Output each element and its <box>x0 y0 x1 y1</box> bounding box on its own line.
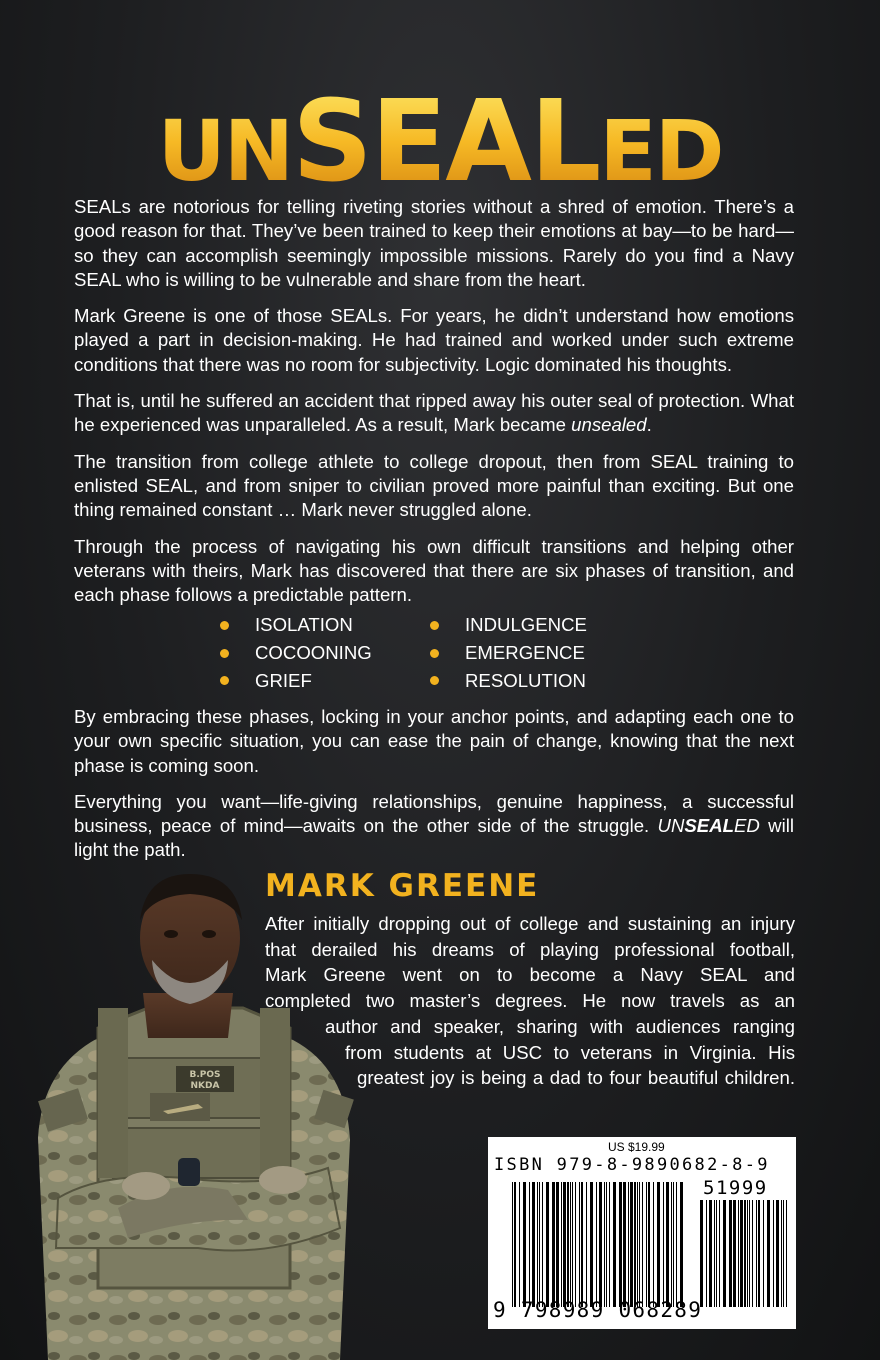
phase-item <box>220 641 430 665</box>
barcode-bar <box>786 1200 787 1307</box>
barcode-bar <box>639 1182 640 1307</box>
title-part-seal: SEAL <box>292 77 600 207</box>
barcode-bar <box>671 1182 672 1307</box>
barcode-bar <box>663 1182 664 1307</box>
blurb-paragraph-4: The transition from college athlete to college dropout, then from SEAL training to enlisted SEAL, and from sniper to civilian proved more painful than exciting. But one thing remained constant … Mark never struggled alone. <box>74 450 794 521</box>
barcode-bar <box>519 1182 520 1307</box>
barcode-bar <box>581 1182 583 1307</box>
barcode-bar <box>575 1182 576 1307</box>
bullet-dot-icon <box>430 621 439 630</box>
barcode-bar <box>767 1200 770 1307</box>
bullet-dot-icon <box>220 621 229 630</box>
barcode-bar <box>532 1182 535 1307</box>
barcode-bar <box>628 1182 629 1307</box>
barcode-bar <box>657 1182 660 1307</box>
barcode-bar <box>738 1200 739 1307</box>
blurb-paragraph-2: Mark Greene is one of those SEALs. For years, he didn’t understand how emotions played a part in decision-making. He had trained and worked under such extreme conditions that there was no room for subjectivity. Logic dominated his thoughts. <box>74 305 794 375</box>
bio-line: author and speaker, sharing with audiences ranging <box>325 1015 795 1037</box>
barcode-bar <box>599 1182 602 1307</box>
barcode-bar <box>776 1200 779 1307</box>
blurb-paragraph-6: By embracing these phases, locking in your anchor points, and adapting each one to your own specific situation, you can ease the pain of change, knowing that the next phase is coming soon. <box>74 705 794 776</box>
bio-line: from students at USC to veterans in Virginia. His <box>345 1041 795 1063</box>
barcode-bar <box>723 1200 726 1307</box>
barcode-bar <box>539 1182 540 1307</box>
addon-code: 51999 <box>703 1177 768 1199</box>
phase-item <box>220 669 430 693</box>
blurb-paragraph-7 <box>74 790 794 863</box>
barcode-bar <box>613 1182 616 1307</box>
barcode-bar <box>529 1182 530 1307</box>
closing-title-un: UN <box>657 815 685 837</box>
patch-text-1: B.POS <box>189 1070 221 1080</box>
phase-item <box>430 669 630 693</box>
barcode-bar <box>514 1182 516 1307</box>
phase-list <box>220 613 794 692</box>
isbn-label: ISBN 979-8-9890682-8-9 <box>494 1155 770 1175</box>
phase-label: RESOLUTION <box>465 669 586 691</box>
barcode-bar <box>756 1200 757 1307</box>
closing-title-seal: SEAL <box>684 815 734 837</box>
para3-end: . <box>646 414 652 436</box>
barcode-bar <box>556 1182 559 1307</box>
closing-title-ed: ED <box>734 815 760 837</box>
barcode-bar <box>749 1200 750 1307</box>
bio-line: completed two master’s degrees. He now travels as an <box>265 990 795 1012</box>
barcode-bar <box>542 1182 543 1307</box>
barcode-bar <box>752 1200 753 1307</box>
barcode-bar <box>561 1182 562 1307</box>
barcode-bar <box>512 1182 513 1307</box>
barcode-bar <box>646 1182 647 1307</box>
barcode-bar <box>567 1182 569 1307</box>
barcode-bar <box>606 1182 607 1307</box>
barcode-bar <box>706 1200 707 1307</box>
barcode-bar <box>523 1182 526 1307</box>
phase-label: COCOONING <box>255 642 372 664</box>
barcode-bar <box>590 1182 593 1307</box>
barcode-bar <box>709 1200 712 1307</box>
barcode-bar <box>673 1182 674 1307</box>
barcode-bar <box>537 1182 538 1307</box>
phase-item <box>430 613 630 637</box>
barcode-bar <box>719 1200 720 1307</box>
barcode-bar <box>552 1182 555 1307</box>
barcode-bar <box>744 1200 746 1307</box>
barcode-bar <box>716 1200 717 1307</box>
bullet-dot-icon <box>220 676 229 685</box>
closing-end: will light the path. <box>74 815 794 861</box>
barcode-bar <box>572 1182 573 1307</box>
title-part-ed: ED <box>599 102 723 200</box>
blurb-paragraph-1: SEALs are notorious for telling riveting stories without a shred of emotion. There’s a good reason for that. They’ve been trained to keep their emotions at bay—to be hard—so they can accomplish seemingly impossible missions. Rarely do you find a Navy SEAL who is willing to be vulnerable and share from the heart. <box>74 196 794 290</box>
barcode-bar <box>648 1182 650 1307</box>
para3-text: That is, until he suffered an accident that ripped away his outer seal of protection. What he experienced was unparalleled. As a result, Mark became <box>74 390 794 436</box>
barcode-bar <box>653 1182 654 1307</box>
author-bio <box>265 911 795 1091</box>
blurb-paragraph-5: Through the process of navigating his own difficult transitions and helping other veterans with theirs, Mark has discovered that there are six phases of transition, and each phase follows a predictable pattern. <box>74 535 794 606</box>
barcode-bar <box>781 1200 782 1307</box>
barcode-bar <box>666 1182 669 1307</box>
barcode-bar <box>596 1182 597 1307</box>
patch-text-2: NKDA <box>190 1081 220 1091</box>
barcode-bar <box>740 1200 743 1307</box>
phase-label: GRIEF <box>255 669 312 691</box>
barcode-bar <box>714 1200 715 1307</box>
barcode-bar <box>634 1182 636 1307</box>
barcode-bar <box>637 1182 638 1307</box>
barcode-bar <box>570 1182 571 1307</box>
bio-line: greatest joy is being a dad to four beautiful children. <box>357 1067 795 1089</box>
barcode-bar <box>783 1200 784 1307</box>
phase-item <box>430 641 630 665</box>
barcode-bar <box>729 1200 732 1307</box>
bio-line: that derailed his dreams of playing professional football, <box>265 938 795 960</box>
ean-digits: 9 798989 068289 <box>493 1298 703 1322</box>
phase-label: EMERGENCE <box>465 642 585 664</box>
barcode-bar <box>604 1182 605 1307</box>
bullet-dot-icon <box>430 676 439 685</box>
price-label: US $19.99 <box>608 1140 665 1154</box>
author-name: MARK GREENE <box>265 868 540 904</box>
title-part-un: UN <box>157 102 293 200</box>
blurb <box>74 195 794 875</box>
phase-label: INDULGENCE <box>465 614 587 636</box>
barcode-bar <box>609 1182 610 1307</box>
phase-item <box>220 613 430 637</box>
book-title <box>0 77 880 207</box>
para3-emphasis: unsealed <box>571 414 647 436</box>
barcode-bar <box>773 1200 774 1307</box>
barcode-bar <box>676 1182 677 1307</box>
barcode-bar <box>563 1182 566 1307</box>
barcode-bar <box>579 1182 580 1307</box>
bio-line: After initially dropping out of college and sustaining an injury <box>265 913 795 934</box>
barcode-bar <box>623 1182 626 1307</box>
barcode-bar <box>586 1182 587 1307</box>
bio-line: Mark Greene went on to become a Navy SEAL and <box>265 964 795 986</box>
barcode-bar <box>733 1200 736 1307</box>
barcode-bar <box>758 1200 760 1307</box>
closing-title-emphasis <box>658 815 760 836</box>
bullet-dot-icon <box>430 649 439 658</box>
barcode-bar <box>747 1200 748 1307</box>
blurb-paragraph-3 <box>74 389 794 438</box>
barcode-box <box>488 1137 796 1329</box>
barcode-bar <box>700 1200 703 1307</box>
barcode-bar <box>619 1182 622 1307</box>
barcode-bar <box>763 1200 764 1307</box>
bullet-dot-icon <box>220 649 229 658</box>
barcode-bar <box>546 1182 549 1307</box>
barcode-bar <box>680 1182 683 1307</box>
phase-label: ISOLATION <box>255 614 353 636</box>
barcode-bar <box>642 1182 643 1307</box>
closing-text: Everything you want—life-giving relationships, genuine happiness, a successful business, peace of mind—awaits on the other side of the struggle. <box>74 790 794 837</box>
barcode-bar <box>630 1182 633 1307</box>
